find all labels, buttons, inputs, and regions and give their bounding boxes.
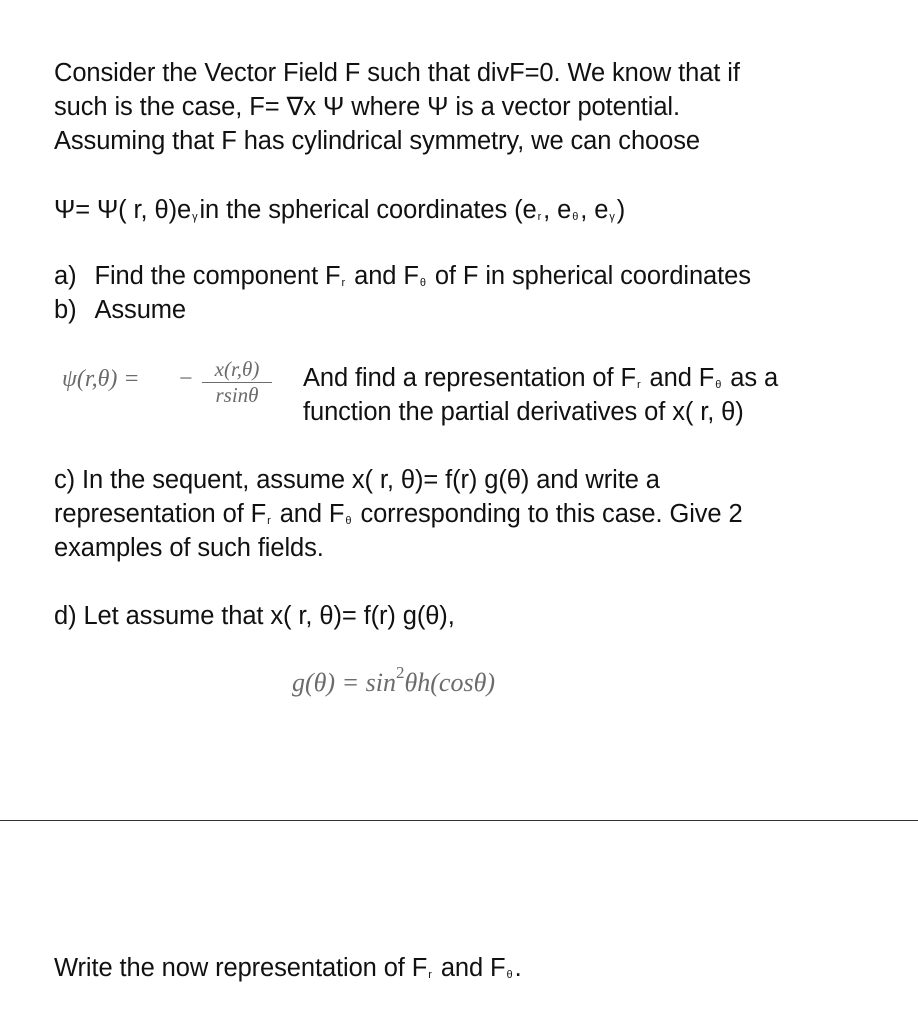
g-formula-lhs: g(θ) = sin xyxy=(292,668,396,697)
part-c-line-2-c: corresponding to this case. Give 2 xyxy=(353,500,743,528)
g-formula-exponent: 2 xyxy=(395,663,405,682)
subscript-theta: θ xyxy=(715,379,722,391)
psi-formula-fraction xyxy=(202,356,272,407)
subscript-r: r xyxy=(428,969,432,981)
part-a-text-1: Find the component F xyxy=(94,262,341,290)
part-b-label: b) xyxy=(54,296,77,324)
subscript-theta: θ xyxy=(506,969,513,981)
subscript-gamma-2: γ xyxy=(609,211,615,223)
part-d-line-1: d) Let assume that x( r, θ)= f(r) g(θ), xyxy=(54,602,455,630)
part-c-line-3: examples of such fields. xyxy=(54,534,324,562)
subscript-theta: θ xyxy=(572,211,579,223)
subscript-theta: θ xyxy=(345,515,352,527)
psi-definition xyxy=(54,193,625,234)
g-formula-rhs: θh(cosθ) xyxy=(404,668,496,697)
part-a-text-3: of F in spherical coordinates xyxy=(427,262,751,290)
intro-line-1: Consider the Vector Field F such that divF=0. We know that if xyxy=(54,59,740,87)
part-a-label: a) xyxy=(54,262,77,290)
part-b-text: Assume xyxy=(94,296,186,324)
psi-def-prefix: Ψ= Ψ( r, θ)e xyxy=(54,196,192,224)
psi-formula-numerator: x(r,θ) xyxy=(202,356,272,383)
part-c-line-2-a: representation of F xyxy=(54,500,267,528)
psi-def-sep2: , e xyxy=(580,196,609,224)
part-b-line-2: function the partial derivatives of x( r, θ) xyxy=(303,398,744,426)
part-c-line-2-b: and F xyxy=(272,500,345,528)
intro-line-2: such is the case, F= ∇x Ψ where Ψ is a vector potential. xyxy=(54,93,680,121)
final-instruction xyxy=(54,951,522,992)
psi-def-mid: in the spherical coordinates (e xyxy=(199,196,537,224)
section-divider xyxy=(0,820,918,821)
psi-def-end: ) xyxy=(616,196,626,224)
subscript-gamma: γ xyxy=(192,211,198,223)
psi-def-sep1: , e xyxy=(543,196,572,224)
part-c-line-1: c) In the sequent, assume x( r, θ)= f(r) g(θ) and write a xyxy=(54,466,660,494)
psi-formula-lhs: ψ(r,θ) = xyxy=(62,366,140,392)
subscript-theta: θ xyxy=(419,277,426,289)
psi-formula-minus: − xyxy=(179,366,193,392)
subscript-r: r xyxy=(636,379,641,391)
g-formula xyxy=(292,663,496,698)
part-b-line-1-a: And find a representation of F xyxy=(303,364,636,392)
part-a-text-2: and F xyxy=(347,262,419,290)
final-text-b: and F xyxy=(433,954,506,982)
psi-formula-denominator: rsinθ xyxy=(215,383,259,407)
final-text-c: . xyxy=(514,954,522,982)
part-b xyxy=(54,293,186,327)
subscript-r: r xyxy=(537,211,542,223)
subscript-r: r xyxy=(267,515,271,527)
subscript-r: r xyxy=(341,277,346,289)
part-b-line-1-c: as a xyxy=(723,364,779,392)
part-b-line-1-b: and F xyxy=(642,364,715,392)
final-text-a: Write the now representation of F xyxy=(54,954,428,982)
intro-line-3: Assuming that F has cylindrical symmetry, we can choose xyxy=(54,127,700,155)
